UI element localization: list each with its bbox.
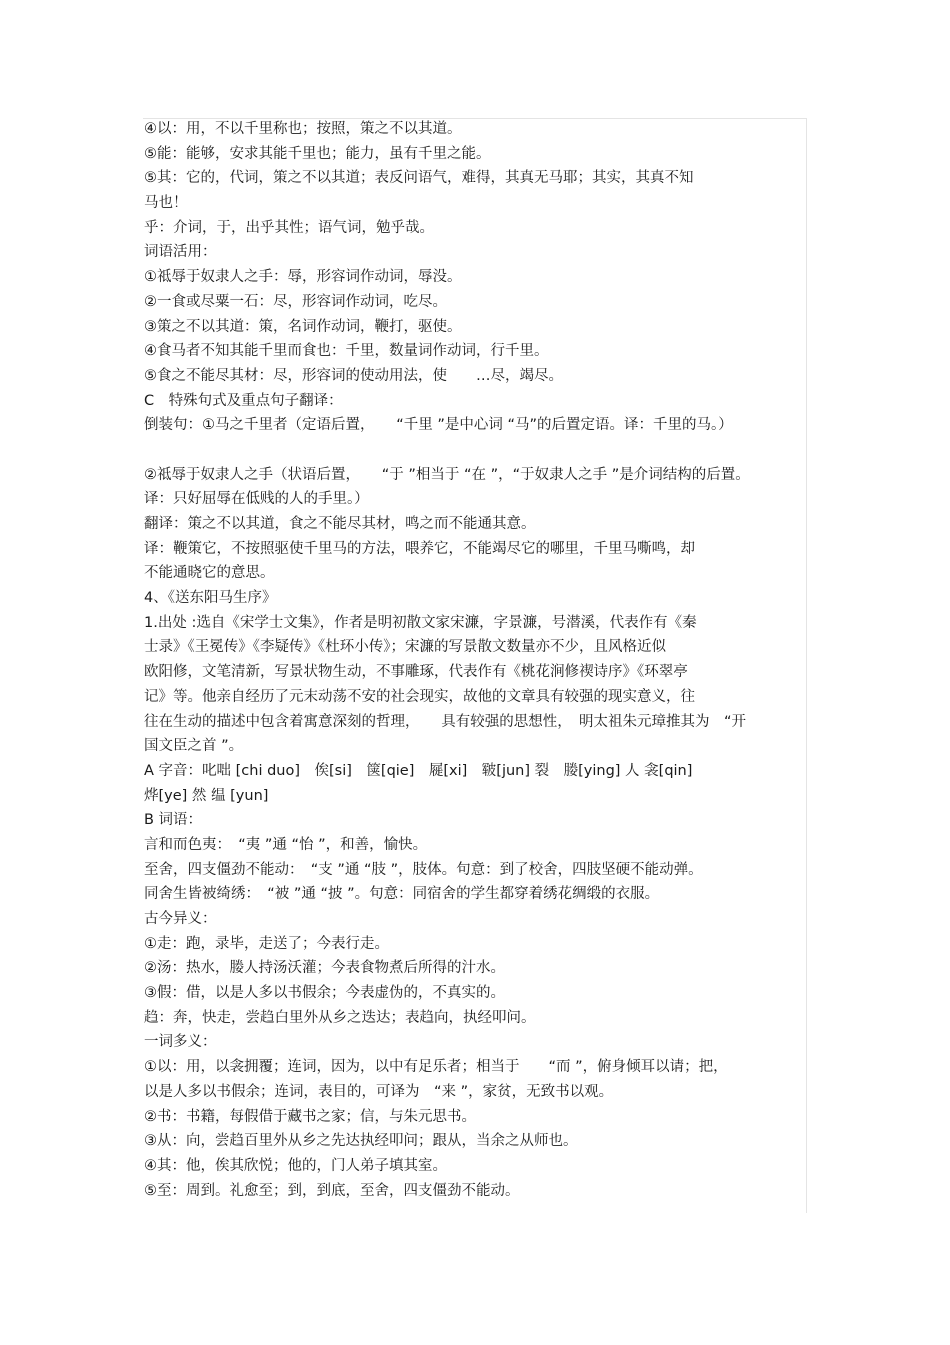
text-line: ④以：用，不以千里称也；按照，策之不以其道。 (144, 121, 462, 137)
text-line: 言和而色夷： “夷 ”通 “怡 ”，和善，愉快。 (144, 836, 428, 853)
text-line: ①走：跑，录毕，走送了；今表行走。 (144, 935, 389, 952)
text-line: 一词多义： (144, 1034, 217, 1051)
text-line: 词语活用： (144, 244, 217, 261)
text-line: 4、《送东阳马生序》 (144, 590, 277, 607)
text-line: ⑤其：它的，代词，策之不以其道；表反问语气，难得，其真无马耶；其实，其真不知 (144, 170, 694, 187)
text-line: ⑤能：能够，安求其能千里也；能力，虽有千里之能。 (144, 145, 491, 162)
text-line: 士录》《王冕传》《李疑传》《杜环小传》；宋濂的写景散文数量亦不少，且风格近似 (144, 639, 666, 656)
text-line: 至舍，四支僵劲不能动： “支 ”通 “肢 ”，肢体。句意：到了校舍，四肢坚硬不能动弹。 (144, 861, 703, 878)
text-line: 同舍生皆被绮绣： “被 ”通 “披 ”。句意：同宿舍的学生都穿着绣花绸缎的衣服。 (144, 886, 660, 903)
text-line: 不能通晓它的意思。 (144, 565, 275, 582)
text-line: 译：只好屈辱在低贱的人的手里。） (144, 491, 369, 508)
text-line: 往在生动的描述中包含着寓意深刻的哲理， 具有较强的思想性， 明太祖朱元璋推其为 “开 (144, 713, 747, 730)
text-line: ②一食或尽粟一石：尽，形容词作动词，吃尽。 (144, 293, 447, 310)
text-line: 马也！ (144, 195, 188, 212)
text-line: 古今异义： (144, 911, 217, 927)
text-line: 以是人多以书假余；连词，表目的，可译为 “来 ”，家贫，无致书以观。 (144, 1083, 614, 1100)
text-line: ③策之不以其道：策，名词作动词，鞭打，驱使。 (144, 318, 462, 335)
blank-line (144, 438, 814, 463)
text-line: ④其：他，俟其欣悦；他的，门人弟子填其室。 (144, 1157, 447, 1174)
text-line: ①祗辱于奴隶人之手：辱，形容词作动词，辱没。 (144, 269, 462, 286)
text-line: ②书：书籍，每假借于藏书之家；信，与朱元思书。 (144, 1108, 476, 1125)
text-line: 乎：介词，于，出乎其性；语气词，勉乎哉。 (144, 219, 434, 236)
text-line: 趋：奔，快走，尝趋白里外从乡之迭达；表趋向，执经叩问。 (144, 1009, 536, 1026)
text-line: ③假：借，以是人多以书假余；今表虚伪的，不真实的。 (144, 985, 505, 1002)
text-line: 国文臣之首 ”。 (144, 738, 244, 755)
text-line: 翻译：策之不以其道，食之不能尽其材，鸣之而不能通其意。 (144, 516, 536, 532)
text-line: 译：鞭策它，不按照驱使千里马的方法，喂养它，不能竭尽它的哪里，千里马嘶鸣，却 (144, 540, 695, 557)
text-line: C 特殊句式及重点句子翻译： (144, 392, 343, 409)
text-line: ①以：用，以衾拥覆；连词，因为，以中有足乐者；相当于 “而 ”，俯身倾耳以请；把， (144, 1059, 728, 1076)
text-line: 烨[ye] 然 缊 [yun] (144, 787, 269, 804)
text-line: B 词语： (144, 812, 203, 829)
text-line: ②祗辱于奴隶人之手（状语后置， “于 ”相当于 “在 ”，“于奴隶人之手 ”是介词结构的后置。 (144, 466, 750, 483)
text-line: ②汤：热水，媵人持汤沃灌；今表食物煮后所得的汁水。 (144, 960, 505, 977)
document-body (144, 117, 814, 1203)
text-line: ③从：向，尝趋百里外从乡之先达执经叩问；跟从，当余之从师也。 (144, 1133, 578, 1150)
text-line: A 字音：叱咄 [chi duo] 俟[si] 箧[qie] 屣[xi] 皲[jun] 裂 媵[ying] 人 衾[qin] (144, 762, 693, 779)
text-line: ⑤至：周到。礼愈至；到，到底，至舍，四支僵劲不能动。 (144, 1182, 520, 1199)
text-line: ④食马者不知其能千里而食也：千里，数量词作动词，行千里。 (144, 343, 549, 360)
text-line: ⑤食之不能尽其材：尽，形容词的使动用法，使 …尽，竭尽。 (144, 367, 563, 384)
text-line: 倒装句：①马之千里者（定语后置， “千里 ”是中心词 “马”的后置定语。译：千里的马。） (144, 417, 733, 434)
text-line: 1.出处 :选自《宋学士文集》，作者是明初散文家宋濂，字景濂，号潜溪，代表作有《秦 (144, 614, 697, 631)
text-line: 欧阳修，文笔清新，写景状物生动，不事雕琢，代表作有《桃花涧修禊诗序》《环翠亭 (144, 664, 688, 681)
text-line: 记》等。他亲自经历了元末动荡不安的社会现实，故他的文章具有较强的现实意义，往 (144, 688, 695, 705)
